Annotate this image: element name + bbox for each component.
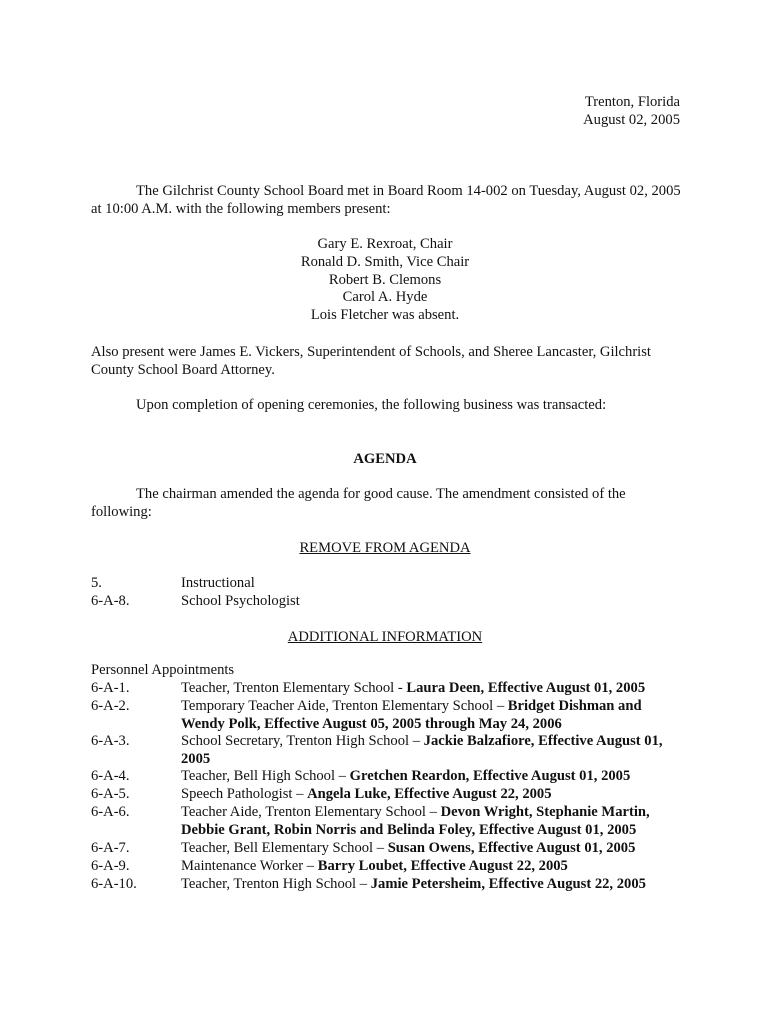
item-number: 6-A-6. bbox=[91, 804, 130, 820]
item-appointee: Barry Loubet, Effective August 22, 2005 bbox=[317, 858, 568, 874]
appointment-item bbox=[91, 858, 681, 876]
appointment-item bbox=[91, 786, 681, 804]
item-appointee: Gretchen Reardon, Effective August 01, 2005 bbox=[349, 768, 631, 784]
also-present-paragraph: Also present were James E. Vickers, Superintendent of Schools, and Sheree Lancaster, Gilchrist County School Board Attorney. bbox=[91, 344, 651, 378]
item-appointee: Susan Owens, Effective August 01, 2005 bbox=[387, 840, 636, 856]
item-number: 6-A-2. bbox=[91, 698, 130, 714]
item-number: 6-A-7. bbox=[91, 840, 130, 856]
item-position: Maintenance Worker – bbox=[181, 858, 318, 874]
remove-heading bbox=[91, 540, 679, 558]
remove-item bbox=[91, 575, 681, 593]
item-position: Teacher, Bell Elementary School – bbox=[181, 840, 388, 856]
item-position: School Secretary, Trenton High School – bbox=[181, 733, 424, 749]
appointment-item bbox=[91, 804, 681, 840]
item-position: Teacher, Trenton High School – bbox=[181, 876, 371, 892]
personnel-label: Personnel Appointments bbox=[91, 662, 235, 678]
item-text bbox=[181, 733, 681, 769]
item-text bbox=[181, 786, 681, 804]
item-text: Instructional bbox=[181, 575, 255, 591]
item-position: Teacher Aide, Trenton Elementary School – bbox=[181, 804, 441, 820]
item-number: 6-A-10. bbox=[91, 876, 137, 892]
member-line: Carol A. Hyde bbox=[342, 289, 428, 306]
member-line: Robert B. Clemons bbox=[328, 271, 442, 288]
agenda-title: AGENDA bbox=[353, 451, 417, 467]
additional-heading-text: ADDITIONAL INFORMATION bbox=[287, 629, 483, 645]
appointment-item bbox=[91, 840, 681, 858]
item-appointee: Jackie Balzafiore, Effective August 01, 2005 bbox=[181, 733, 663, 767]
item-position: Temporary Teacher Aide, Trenton Elementary School – bbox=[181, 698, 508, 714]
item-position: Teacher, Trenton Elementary School - bbox=[181, 680, 407, 696]
item-appointee: Jamie Petersheim, Effective August 22, 2005 bbox=[370, 876, 646, 892]
member-line: Ronald D. Smith, Vice Chair bbox=[300, 253, 470, 270]
item-number: 6-A-9. bbox=[91, 858, 130, 874]
item-number: 5. bbox=[91, 575, 102, 591]
item-appointee: Bridget Dishman and Wendy Polk, Effective August 05, 2005 through May 24, 2006 bbox=[181, 698, 642, 732]
item-text bbox=[181, 698, 681, 734]
item-text bbox=[181, 840, 681, 858]
item-number: 6-A-5. bbox=[91, 786, 130, 802]
item-position: Teacher, Bell High School – bbox=[181, 768, 350, 784]
item-text bbox=[181, 768, 681, 786]
header-block bbox=[380, 94, 680, 130]
header-date: August 02, 2005 bbox=[583, 111, 680, 128]
item-appointee: Angela Luke, Effective August 22, 2005 bbox=[307, 786, 552, 802]
item-number: 6-A-1. bbox=[91, 680, 130, 696]
appointment-item bbox=[91, 768, 681, 786]
appointment-item bbox=[91, 876, 681, 894]
members-list bbox=[91, 236, 679, 325]
item-text: School Psychologist bbox=[181, 593, 300, 609]
item-text bbox=[181, 680, 681, 698]
remove-heading-text: REMOVE FROM AGENDA bbox=[299, 540, 471, 556]
appointment-item bbox=[91, 680, 681, 698]
amendment-paragraph: The chairman amended the agenda for good cause. The amendment consisted of the following: bbox=[91, 486, 626, 520]
item-appointee: Devon Wright, Stephanie Martin, Debbie Grant, Robin Norris and Belinda Foley, Effective August 01, 2005 bbox=[181, 804, 650, 838]
remove-item bbox=[91, 593, 681, 611]
additional-heading bbox=[91, 629, 679, 647]
item-number: 6-A-3. bbox=[91, 733, 130, 749]
member-line: Lois Fletcher was absent. bbox=[310, 307, 460, 324]
item-number: 6-A-4. bbox=[91, 768, 130, 784]
intro-paragraph: The Gilchrist County School Board met in Board Room 14-002 on Tuesday, August 02, 2005 at 10:00 A.M. with the following members present: bbox=[91, 183, 681, 217]
item-appointee: Laura Deen, Effective August 01, 2005 bbox=[406, 680, 646, 696]
appointment-item bbox=[91, 733, 681, 769]
item-text bbox=[181, 876, 681, 894]
appointment-item bbox=[91, 698, 681, 734]
opening-paragraph: Upon completion of opening ceremonies, the following business was transacted: bbox=[136, 397, 607, 413]
item-text bbox=[181, 804, 681, 840]
item-position: Speech Pathologist – bbox=[181, 786, 308, 802]
member-line: Gary E. Rexroat, Chair bbox=[317, 236, 453, 252]
item-number: 6-A-8. bbox=[91, 593, 130, 609]
header-location: Trenton, Florida bbox=[584, 94, 680, 110]
item-text bbox=[181, 858, 681, 876]
